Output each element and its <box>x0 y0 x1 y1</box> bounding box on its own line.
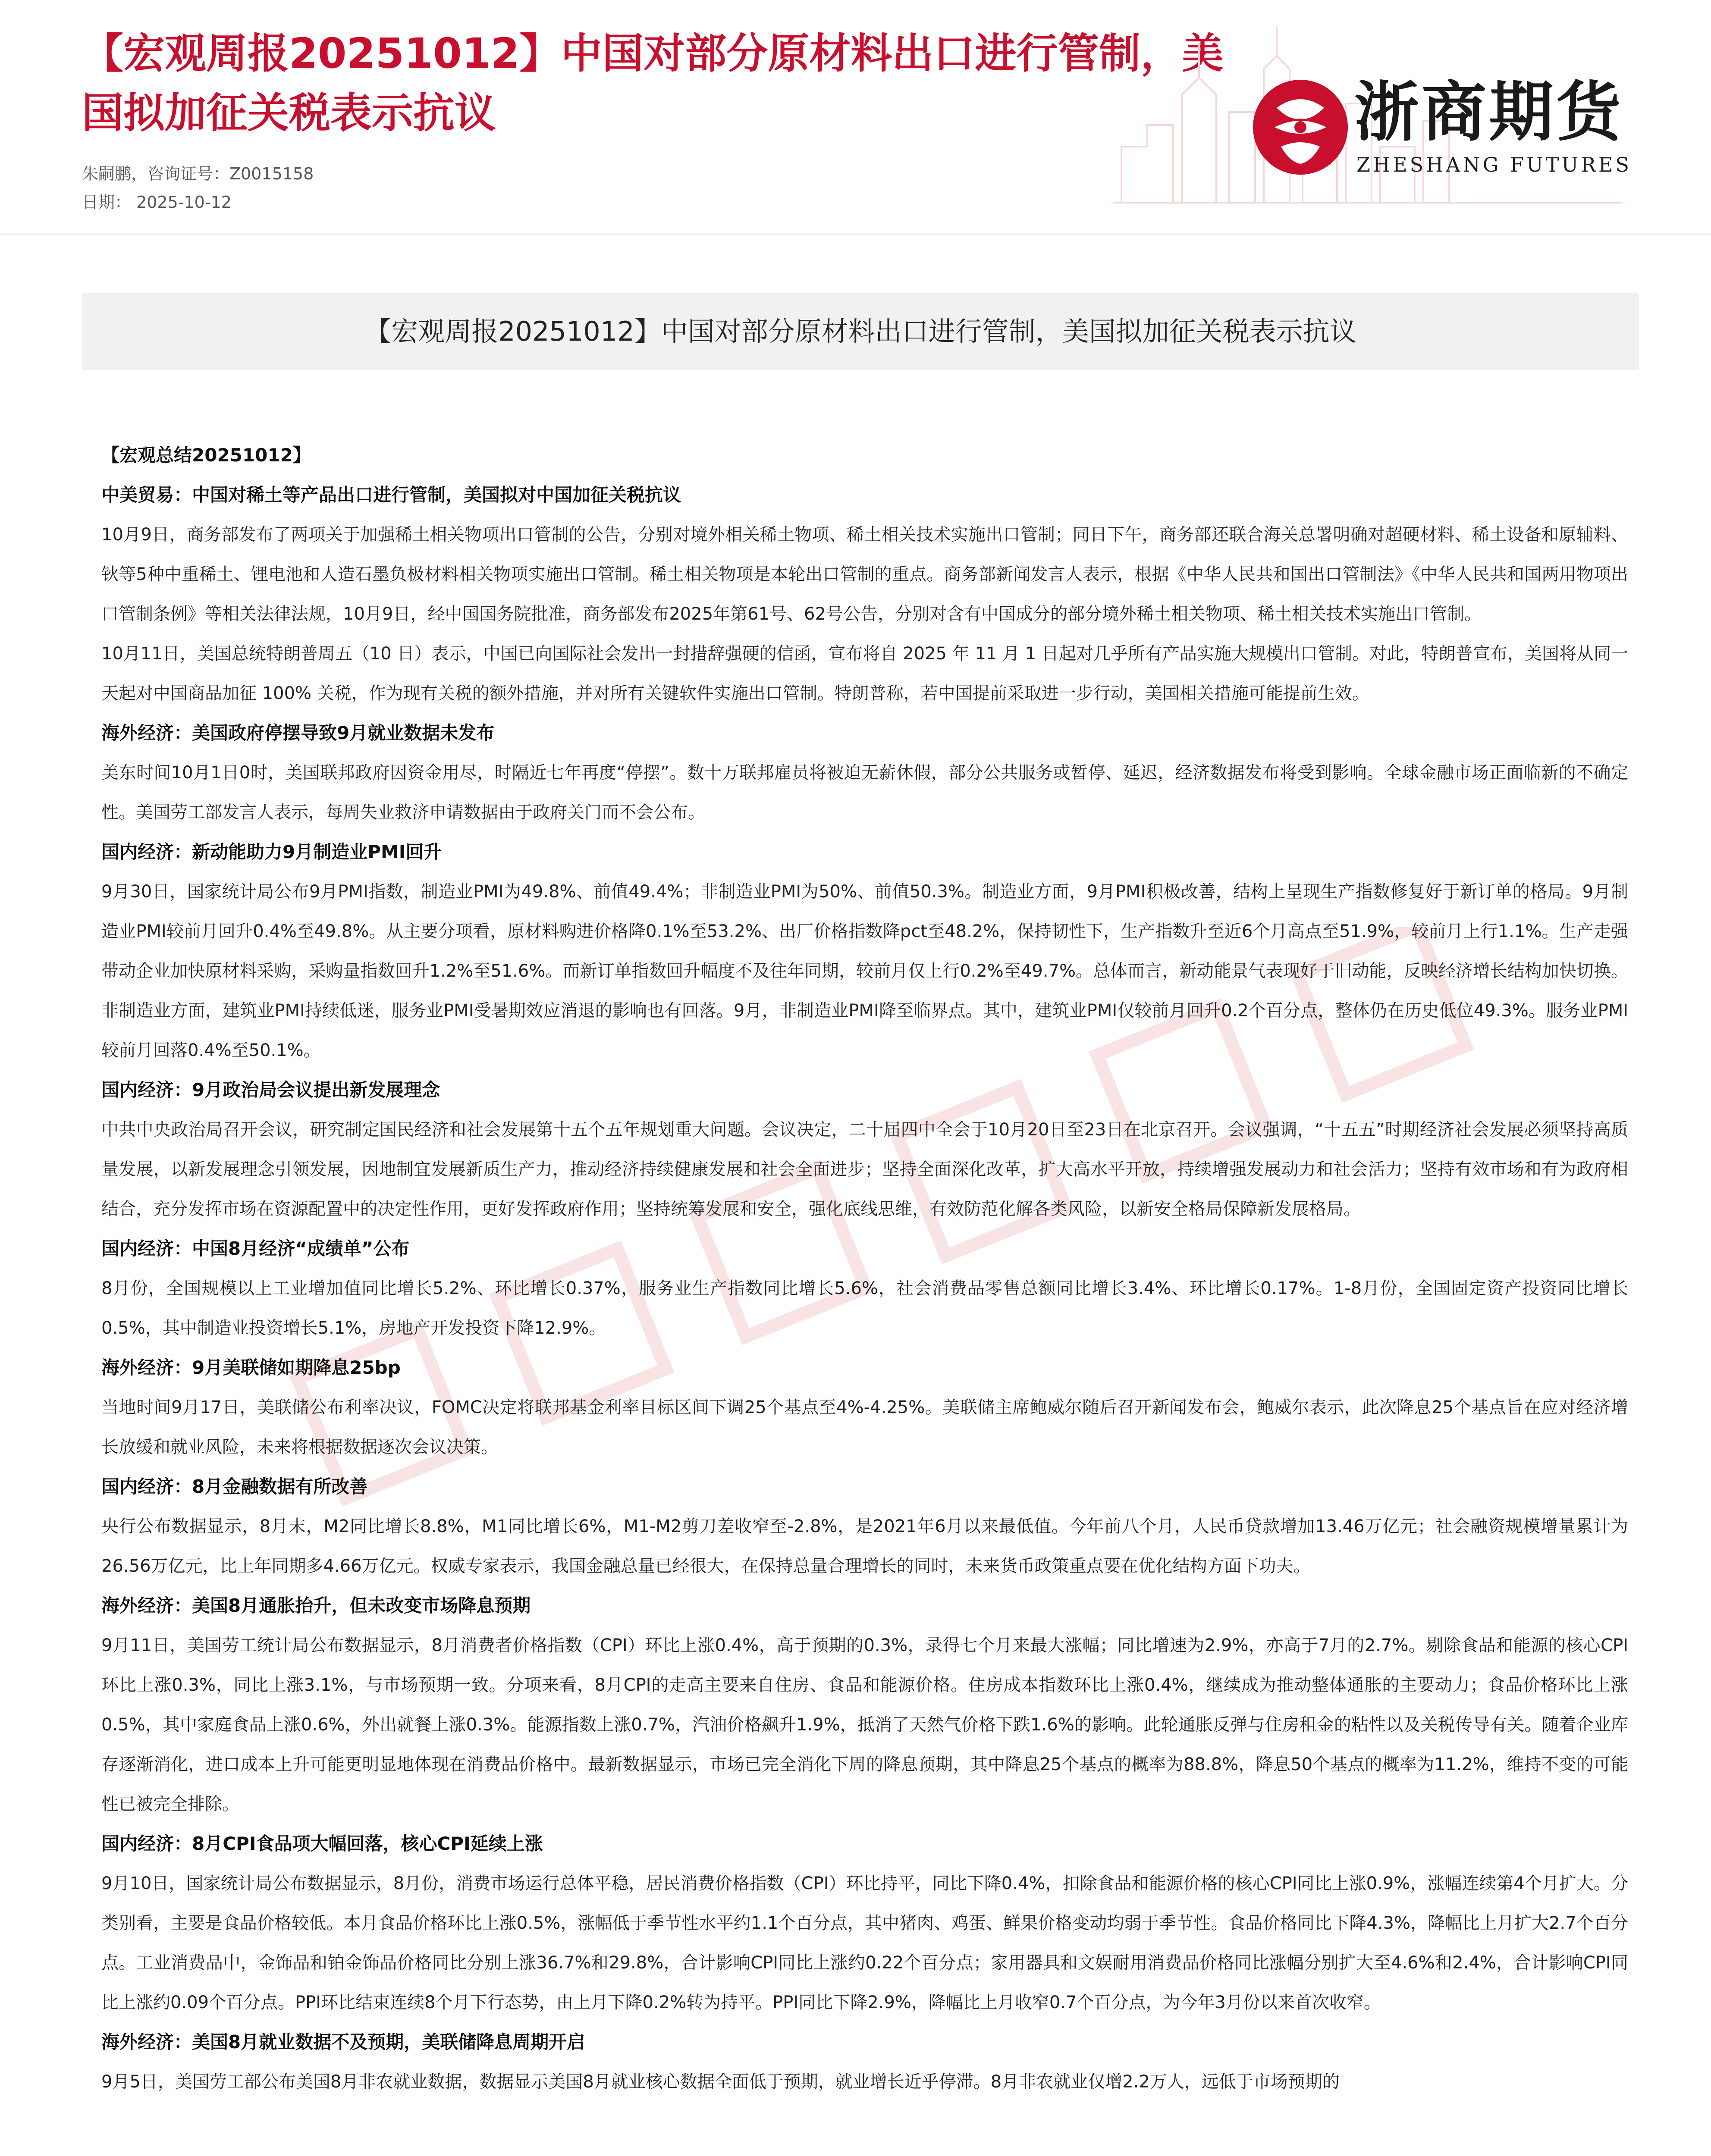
section-trade <box>101 475 1628 713</box>
section-heading: 海外经济：美国8月就业数据不及预期，美联储降息周期开启 <box>101 2031 585 2053</box>
section-heading: 国内经济：新动能助力9月制造业PMI回升 <box>101 841 442 862</box>
paragraph: 中共中央政治局召开会议，研究制定国民经济和社会发展第十五个五年规划重大问题。会议决定，二十届四中全会于10月20日至23日在北京召开。会议强调，“十五五”时期经济社会发展必须坚持高质量发展，以新发展理念引领发展，因地制宜发展新质生产力，推动经济持续健康发展和社会全面进步；坚持全面深化改革，扩大高水平开放，持续增强发展动力和社会活力；坚持有效市场和有为政府相结合，充分发挥市场在资源配置中的决定性作用，更好发挥政府作用；坚持统筹发展和安全，强化底线思维，有效防范化解各类风险，以新安全格局保障新发展格局。 <box>101 1120 1628 1219</box>
section-heading: 海外经济：美国8月通胀抬升，但未改变市场降息预期 <box>101 1595 531 1616</box>
paragraph: 10月9日，商务部发布了两项关于加强稀土相关物项出口管制的公告，分别对境外相关稀土物项、稀土相关技术实施出口管制；同日下午，商务部还联合海关总署明确对超硬材料、稀土设备和原辅料、钬等5种中重稀土、锂电池和人造石墨负极材料相关物项实施出口管制。稀土相关物项是本轮出口管制的重点。商务部新闻发言人表示，根据《中华人民共和国出口管制法》《中华人民共和国两用物项出口管制条例》等相关法律法规，10月9日，经中国国务院批准，商务部发布2025年第61号、62号公告，分别对含有中国成分的部分境外稀土相关物项、稀土相关技术实施出口管制。 <box>101 525 1628 624</box>
section-fed-cut <box>101 1348 1628 1467</box>
paragraph: 美东时间10月1日0时，美国联邦政府因资金用尽，时隔近七年再度“停摆”。数十万联邦雇员将被迫无薪休假，部分公共服务或暂停、延迟，经济数据发布将受到影响。全球金融市场正面临新的不确定性。美国劳工部发言人表示，每周失业救济申请数据由于政府关门而不会公布。 <box>101 763 1628 822</box>
report-author: 朱嗣鹏，咨询证号：Z0015158 <box>82 164 314 183</box>
zheshang-logo-icon <box>1251 78 1350 177</box>
logo-text-cn: 浙商期货 <box>1354 74 1624 150</box>
logo-text-en: ZHESHANG FUTURES <box>1356 153 1632 176</box>
section-pmi <box>101 832 1628 1070</box>
report-header <box>0 0 1711 216</box>
section-heading: 国内经济：8月金融数据有所改善 <box>101 1476 368 1497</box>
paragraph: 当地时间9月17日，美联储公布利率决议，FOMC决定将联邦基金利率目标区间下调25个基点至4%-4.25%。美联储主席鲍威尔随后召开新闻发布会，鲍威尔表示，此次降息25个基点旨在应对经济增长放缓和就业风险，未来将根据数据逐次会议决策。 <box>101 1398 1628 1457</box>
section-august-economy <box>101 1229 1628 1348</box>
section-heading: 海外经济：美国政府停摆导致9月就业数据未发布 <box>101 722 495 743</box>
section-us-inflation <box>101 1586 1628 1824</box>
report-date: 日期： 2025-10-12 <box>82 193 232 212</box>
paragraph: 9月5日，美国劳工部公布美国8月非农就业数据，数据显示美国8月就业核心数据全面低于预期，就业增长近乎停滞。8月非农就业仅增2.2万人，远低于市场预期的 <box>101 2072 1340 2092</box>
paragraph: 9月10日，国家统计局公布数据显示，8月份，消费市场运行总体平稳，居民消费价格指数（CPI）环比持平，同比下降0.4%，扣除食品和能源价格的核心CPI同比上涨0.9%，涨幅连续第4个月扩大。分类别看，主要是食品价格较低。本月食品价格环比上涨0.5%，涨幅低于季节性水平约1.1个百分点，其中猪肉、鸡蛋、鲜果价格变动均弱于季节性。食品价格同比下降4.3%，降幅比上月扩大2.7个百分点。工业消费品中，金饰品和铂金饰品价格同比分别上涨36.7%和29.8%，合计影响CPI同比上涨约0.22个百分点；家用器具和文娱耐用消费品价格同比涨幅分别扩大至4.6%和2.4%，合计影响CPI同比上涨约0.09个百分点。PPI环比结束连续8个月下行态势，由上月下降0.2%转为持平。PPI同比下降2.9%，降幅比上月收窄0.7个百分点，为今年3月份以来首次收窄。 <box>101 1874 1628 2012</box>
paragraph: 10月11日，美国总统特朗普周五（10 日）表示，中国已向国际社会发出一封措辞强硬的信函，宣布将自 2025 年 11 月 1 日起对几乎所有产品实施大规模出口管制。对此，特朗普宣布，美国将从同一天起对中国商品加征 100% 关税，作为现有关税的额外措施，并对所有关键软件实施出口管制。特朗普称，若中国提前采取进一步行动，美国相关措施可能提前生效。 <box>101 644 1628 703</box>
report-title: 【宏观周报20251012】中国对部分原材料出口进行管制，美国拟加征关税表示抗议 <box>82 29 1224 137</box>
section-financial-data <box>101 1467 1628 1586</box>
paragraph: 央行公布数据显示，8月末，M2同比增长8.8%，M1同比增长6%，M1-M2剪刀差收窄至-2.8%，是2021年6月以来最低值。今年前八个月，人民币贷款增加13.46万亿元；社会融资规模增量累计为26.56万亿元，比上年同期多4.66万亿元。权威专家表示，我国金融总量已经很大，在保持总量合理增长的同时，未来货币政策重点要在优化结构方面下功夫。 <box>101 1517 1628 1576</box>
report-body <box>101 436 1628 2156</box>
report-banner: 【宏观周报20251012】中国对部分原材料出口进行管制，美国拟加征关税表示抗议 <box>82 293 1639 370</box>
paragraph: 9月30日，国家统计局公布9月PMI指数，制造业PMI为49.8%、前值49.4%；非制造业PMI为50%、前值50.3%。制造业方面，9月PMI积极改善，结构上呈现生产指数修复好于新订单的格局。9月制造业PMI较前月回升0.4%至49.8%。从主要分项看，原材料购进价格降0.1%至53.2%、出厂价格指数降pct至48.2%，保持韧性下，生产指数升至近6个月高点至51.9%，较前月上行1.1%。生产走强带动企业加快原材料采购，采购量指数回升1.2%至51.6%。而新订单指数回升幅度不及往年同期，较前月仅上行0.2%至49.7%。总体而言，新动能景气表现好于旧动能，反映经济增长结构加快切换。非制造业方面，建筑业PMI持续低迷，服务业PMI受暑期效应消退的影响也有回落。9月，非制造业PMI降至临界点。其中，建筑业PMI仅较前月回升0.2个百分点，整体仍在历史低位49.3%。服务业PMI较前月回落0.4%至50.1%。 <box>101 882 1628 1060</box>
header-divider <box>0 233 1711 235</box>
section-heading: 国内经济：9月政治局会议提出新发展理念 <box>101 1079 440 1100</box>
section-heading: 国内经济：8月CPI食品项大幅回落，核心CPI延续上涨 <box>101 1833 543 1854</box>
section-cn-cpi <box>101 1824 1628 2022</box>
paragraph: 8月份，全国规模以上工业增加值同比增长5.2%、环比增长0.37%，服务业生产指数同比增长5.6%，社会消费品零售总额同比增长3.4%、环比增长0.17%。1-8月份，全国固定资产投资同比增长0.5%，其中制造业投资增长5.1%，房地产开发投资下降12.9%。 <box>101 1279 1628 1338</box>
paragraph: 9月11日，美国劳工统计局公布数据显示，8月消费者价格指数（CPI）环比上涨0.4%，高于预期的0.3%，录得七个月来最大涨幅；同比增速为2.9%，亦高于7月的2.7%。剔除食品和能源的核心CPI环比上涨0.3%，同比上涨3.1%，与市场预期一致。分项来看，8月CPI的走高主要来自住房、食品和能源价格。住房成本指数环比上涨0.4%，继续成为推动整体通胀的主要动力；食品价格环比上涨0.5%，其中家庭食品上涨0.6%，外出就餐上涨0.3%。能源指数上涨0.7%，汽油价格飙升1.9%，抵消了天然气价格下跌1.6%的影响。此轮通胀反弹与住房租金的粘性以及关税传导有关。随着企业库存逐渐消化，进口成本上升可能更明显地体现在消费品价格中。最新数据显示，市场已完全消化下周的降息预期，其中降息25个基点的概率为88.8%，降息50个基点的概率为11.2%，维持不变的可能性已被完全排除。 <box>101 1636 1628 1814</box>
section-politburo <box>101 1070 1628 1229</box>
section-us-jobs <box>101 2022 1628 2102</box>
section-us-shutdown <box>101 713 1628 832</box>
section-heading: 国内经济：中国8月经济“成绩单”公布 <box>101 1238 410 1259</box>
summary-label: 【宏观总结20251012】 <box>101 445 311 466</box>
company-logo <box>1251 75 1665 188</box>
section-heading: 中美贸易：中国对稀土等产品出口进行管制，美国拟对中国加征关税抗议 <box>101 484 681 505</box>
section-heading: 海外经济：9月美联储如期降息25bp <box>101 1357 401 1378</box>
